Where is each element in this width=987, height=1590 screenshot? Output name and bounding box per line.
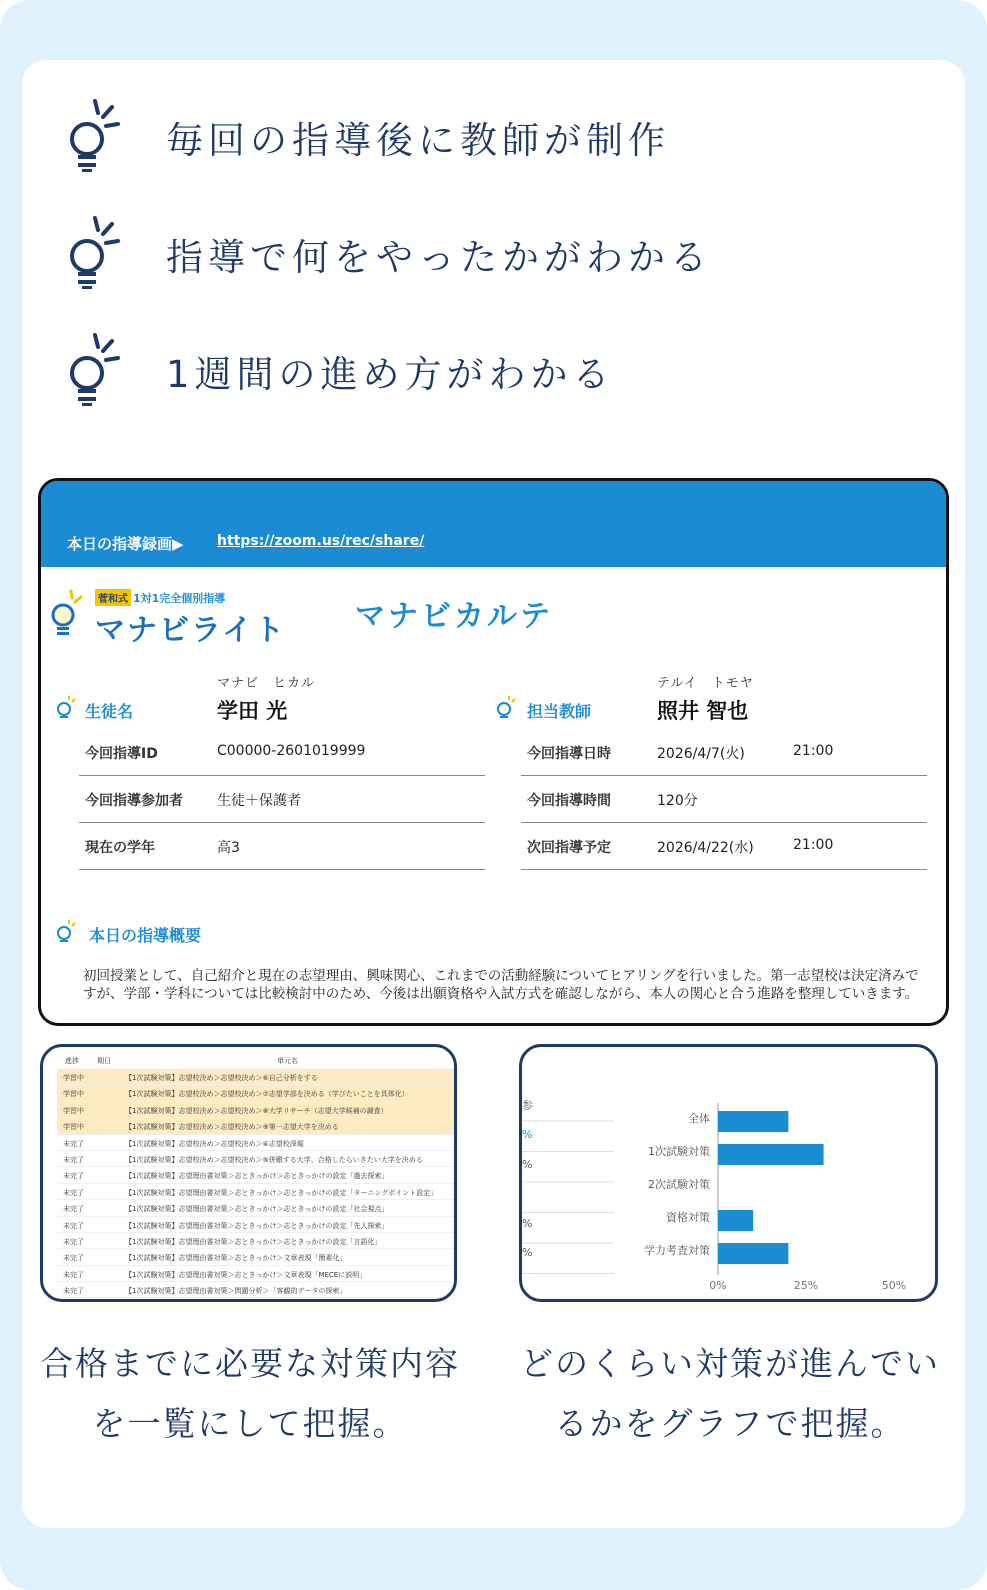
lightbulb-icon (495, 693, 517, 723)
recording-label: 本日の指導録画▶ (67, 535, 184, 553)
feature-item (62, 326, 615, 416)
info-key: 今回指導日時 (527, 746, 611, 762)
karte-topbar (41, 481, 946, 567)
info-value: 高3 (217, 840, 240, 856)
info-value: 120分 (657, 793, 698, 809)
cropped-label: % (522, 1158, 533, 1171)
row-status: 未完了 (63, 1221, 84, 1230)
lightbulb-icon (62, 331, 122, 411)
row-unit: 【1次試験対策】志望校決め＞志望校決め＞⑦志望学部を決める（学びたいことを具体化） (125, 1090, 409, 1099)
lightbulb-icon (62, 214, 122, 294)
table-header (57, 1053, 455, 1069)
column-header-status: 進捗 (65, 1057, 79, 1065)
logo-brand: マナビライト (95, 613, 287, 648)
row-unit: 【1次試験対策】志望理由書対策＞志ときっかけ＞志ときっかけの設定「社会視点」 (125, 1205, 389, 1214)
progress-chart-card (519, 1044, 938, 1302)
progress-chart (522, 1047, 935, 1299)
category-label: 学力考査対策 (644, 1244, 710, 1257)
row-unit: 【1次試験対策】志望理由書対策＞志ときっかけ＞志ときっかけの設定「言語化」 (125, 1237, 382, 1246)
cropped-label: % (522, 1217, 533, 1230)
table-row (57, 1266, 455, 1282)
info-key: 今回指導時間 (527, 793, 611, 809)
bar (718, 1144, 824, 1165)
table-row (57, 1069, 455, 1085)
summary-text: 初回授業として、自己紹介と現在の志望理由、興味関心、これまでの活動経験についてヒアリングを行いました。第一志望校は決定済みですが、学部・学科については比較検討中のため、今後は出願資格や入試方式を確認しながら、本人の関心と合う進路を整理していきます。 (83, 968, 919, 1002)
table-row (57, 1249, 455, 1265)
feature-item (62, 209, 712, 299)
row-status: 未完了 (63, 1237, 84, 1246)
row-status: 未完了 (63, 1270, 84, 1279)
caption-left: 合格までに必要な対策内容を一覧にして把握。 (40, 1344, 460, 1443)
row-status: 未完了 (63, 1139, 84, 1148)
cropped-label: 参 (522, 1099, 533, 1112)
column-header-unit: 単元名 (277, 1057, 298, 1065)
info-value: 2026/4/22(水) (657, 840, 754, 856)
category-label: 資格対策 (666, 1211, 710, 1224)
teacher-ruby: テルイ トモヤ (657, 676, 754, 691)
info-time: 21:00 (793, 743, 834, 759)
info-key: 次回指導予定 (527, 840, 611, 856)
info-value: 2026/4/7(火) (657, 746, 745, 762)
cropped-label: % (522, 1128, 533, 1141)
cropped-label: % (522, 1246, 533, 1259)
table-row (57, 1085, 455, 1101)
feature-text: 毎回の指導後に教師が制作 (166, 119, 670, 162)
table-row (57, 1135, 455, 1151)
row-status: 学習中 (63, 1106, 84, 1115)
row-unit: 【1次試験対策】志望校決め＞志望校決め＞⑧大学リサーチ（志望大学候補の調査） (125, 1106, 388, 1115)
table-row (57, 1102, 455, 1118)
info-time: 21:00 (793, 837, 834, 853)
row-status: 未完了 (63, 1155, 84, 1164)
category-label: 全体 (688, 1112, 710, 1125)
row-status: 学習中 (63, 1123, 84, 1132)
info-row (521, 776, 927, 823)
feature-text: 指導で何をやったかがわかる (166, 236, 712, 279)
table-row (57, 1151, 455, 1167)
row-unit: 【1次試験対策】志望理由書対策＞志ときっかけ＞志ときっかけの設定「過去探索」 (125, 1172, 389, 1181)
category-label: 2次試験対策 (648, 1178, 710, 1191)
row-status: 学習中 (63, 1090, 84, 1099)
table-row (57, 1233, 455, 1249)
row-unit: 【1次試験対策】志望理由書対策＞志ときっかけ＞志ときっかけの設定「先人探索」 (125, 1221, 389, 1230)
unit-table (57, 1053, 455, 1298)
row-unit: 【1次試験対策】志望理由書対策＞志ときっかけ＞文章表現「簡素化」 (125, 1254, 347, 1263)
info-value: 生徒＋保護者 (217, 793, 301, 809)
row-unit: 【1次試験対策】志望理由書対策＞問題分析＞「客観的データの探索」 (125, 1287, 347, 1296)
x-tick-label: 50% (881, 1279, 907, 1292)
row-unit: 【1次試験対策】志望校決め＞志望校決め＞⑨第一志望大学を決める (125, 1123, 339, 1132)
row-status: 未完了 (63, 1172, 84, 1181)
column-header-due: 期日 (97, 1057, 111, 1065)
bar (718, 1210, 753, 1231)
row-status: 未完了 (63, 1287, 84, 1296)
karte-title: マナビカルテ (355, 599, 553, 634)
feature-item (62, 92, 670, 182)
info-key: 現在の学年 (85, 840, 155, 856)
teacher-name: 照井 智也 (657, 699, 749, 723)
row-unit: 【1次試験対策】志望校決め＞志望校決め＞④志望校深堀 (125, 1139, 304, 1148)
row-status: 未完了 (63, 1205, 84, 1214)
feature-text: 1週間の進め方がわかる (166, 353, 615, 396)
lightbulb-icon (55, 693, 77, 723)
lightbulb-icon (49, 589, 85, 641)
karte-card (38, 478, 949, 1026)
table-row (57, 1282, 455, 1298)
table-row (57, 1167, 455, 1183)
table-row (57, 1118, 455, 1134)
student-name: 学田 光 (217, 699, 288, 723)
table-body (57, 1069, 455, 1298)
brand-logo (49, 585, 287, 648)
row-unit: 【1次試験対策】志望校決め＞志望校決め＞⑥自己分析をする (125, 1074, 318, 1082)
logo-tag-text: 1対1完全個別指導 (133, 591, 226, 605)
row-unit: 【1次試験対策】志望理由書対策＞志ときっかけ＞志ときっかけの設定「ターニングポイント設定」 (125, 1188, 438, 1197)
info-row (79, 729, 485, 776)
caption-right: どのくらい対策が進んでいるかをグラフで把握。 (520, 1344, 940, 1443)
info-key: 今回指導参加者 (85, 793, 183, 809)
student-heading: 生徒名 (85, 702, 134, 721)
summary-heading: 本日の指導概要 (89, 926, 202, 945)
lightbulb-icon (55, 917, 77, 947)
row-status: 学習中 (63, 1074, 84, 1082)
row-status: 未完了 (63, 1254, 84, 1263)
info-value: C00000-2601019999 (217, 743, 366, 759)
logo-tagline (95, 589, 225, 606)
lightbulb-icon (62, 97, 122, 177)
info-row (79, 776, 485, 823)
table-row (57, 1184, 455, 1200)
logo-tag-mark: 菅和式 (95, 589, 131, 606)
info-row (521, 729, 927, 776)
row-unit: 【1次試験対策】志望校決め＞志望校決め＞⑤併願する大学、合格したらいきたい大学を決める (125, 1155, 423, 1164)
x-tick-label: 0% (709, 1279, 727, 1292)
student-ruby: マナビ ヒカル (217, 676, 316, 691)
unit-table-card (40, 1044, 457, 1302)
teacher-heading: 担当教師 (527, 702, 592, 721)
category-label: 1次試験対策 (648, 1145, 710, 1158)
table-row (57, 1217, 455, 1233)
info-row (79, 823, 485, 870)
x-tick-label: 25% (793, 1279, 819, 1292)
row-unit: 【1次試験対策】志望理由書対策＞志ときっかけ＞文章表現「MECEに説明」 (125, 1270, 367, 1279)
bar (718, 1243, 788, 1264)
table-row (57, 1200, 455, 1216)
recording-link[interactable]: https://zoom.us/rec/share/ (217, 533, 425, 549)
info-key: 今回指導ID (85, 746, 158, 762)
row-status: 未完了 (63, 1188, 84, 1197)
info-row (521, 823, 927, 870)
bar (718, 1111, 788, 1132)
